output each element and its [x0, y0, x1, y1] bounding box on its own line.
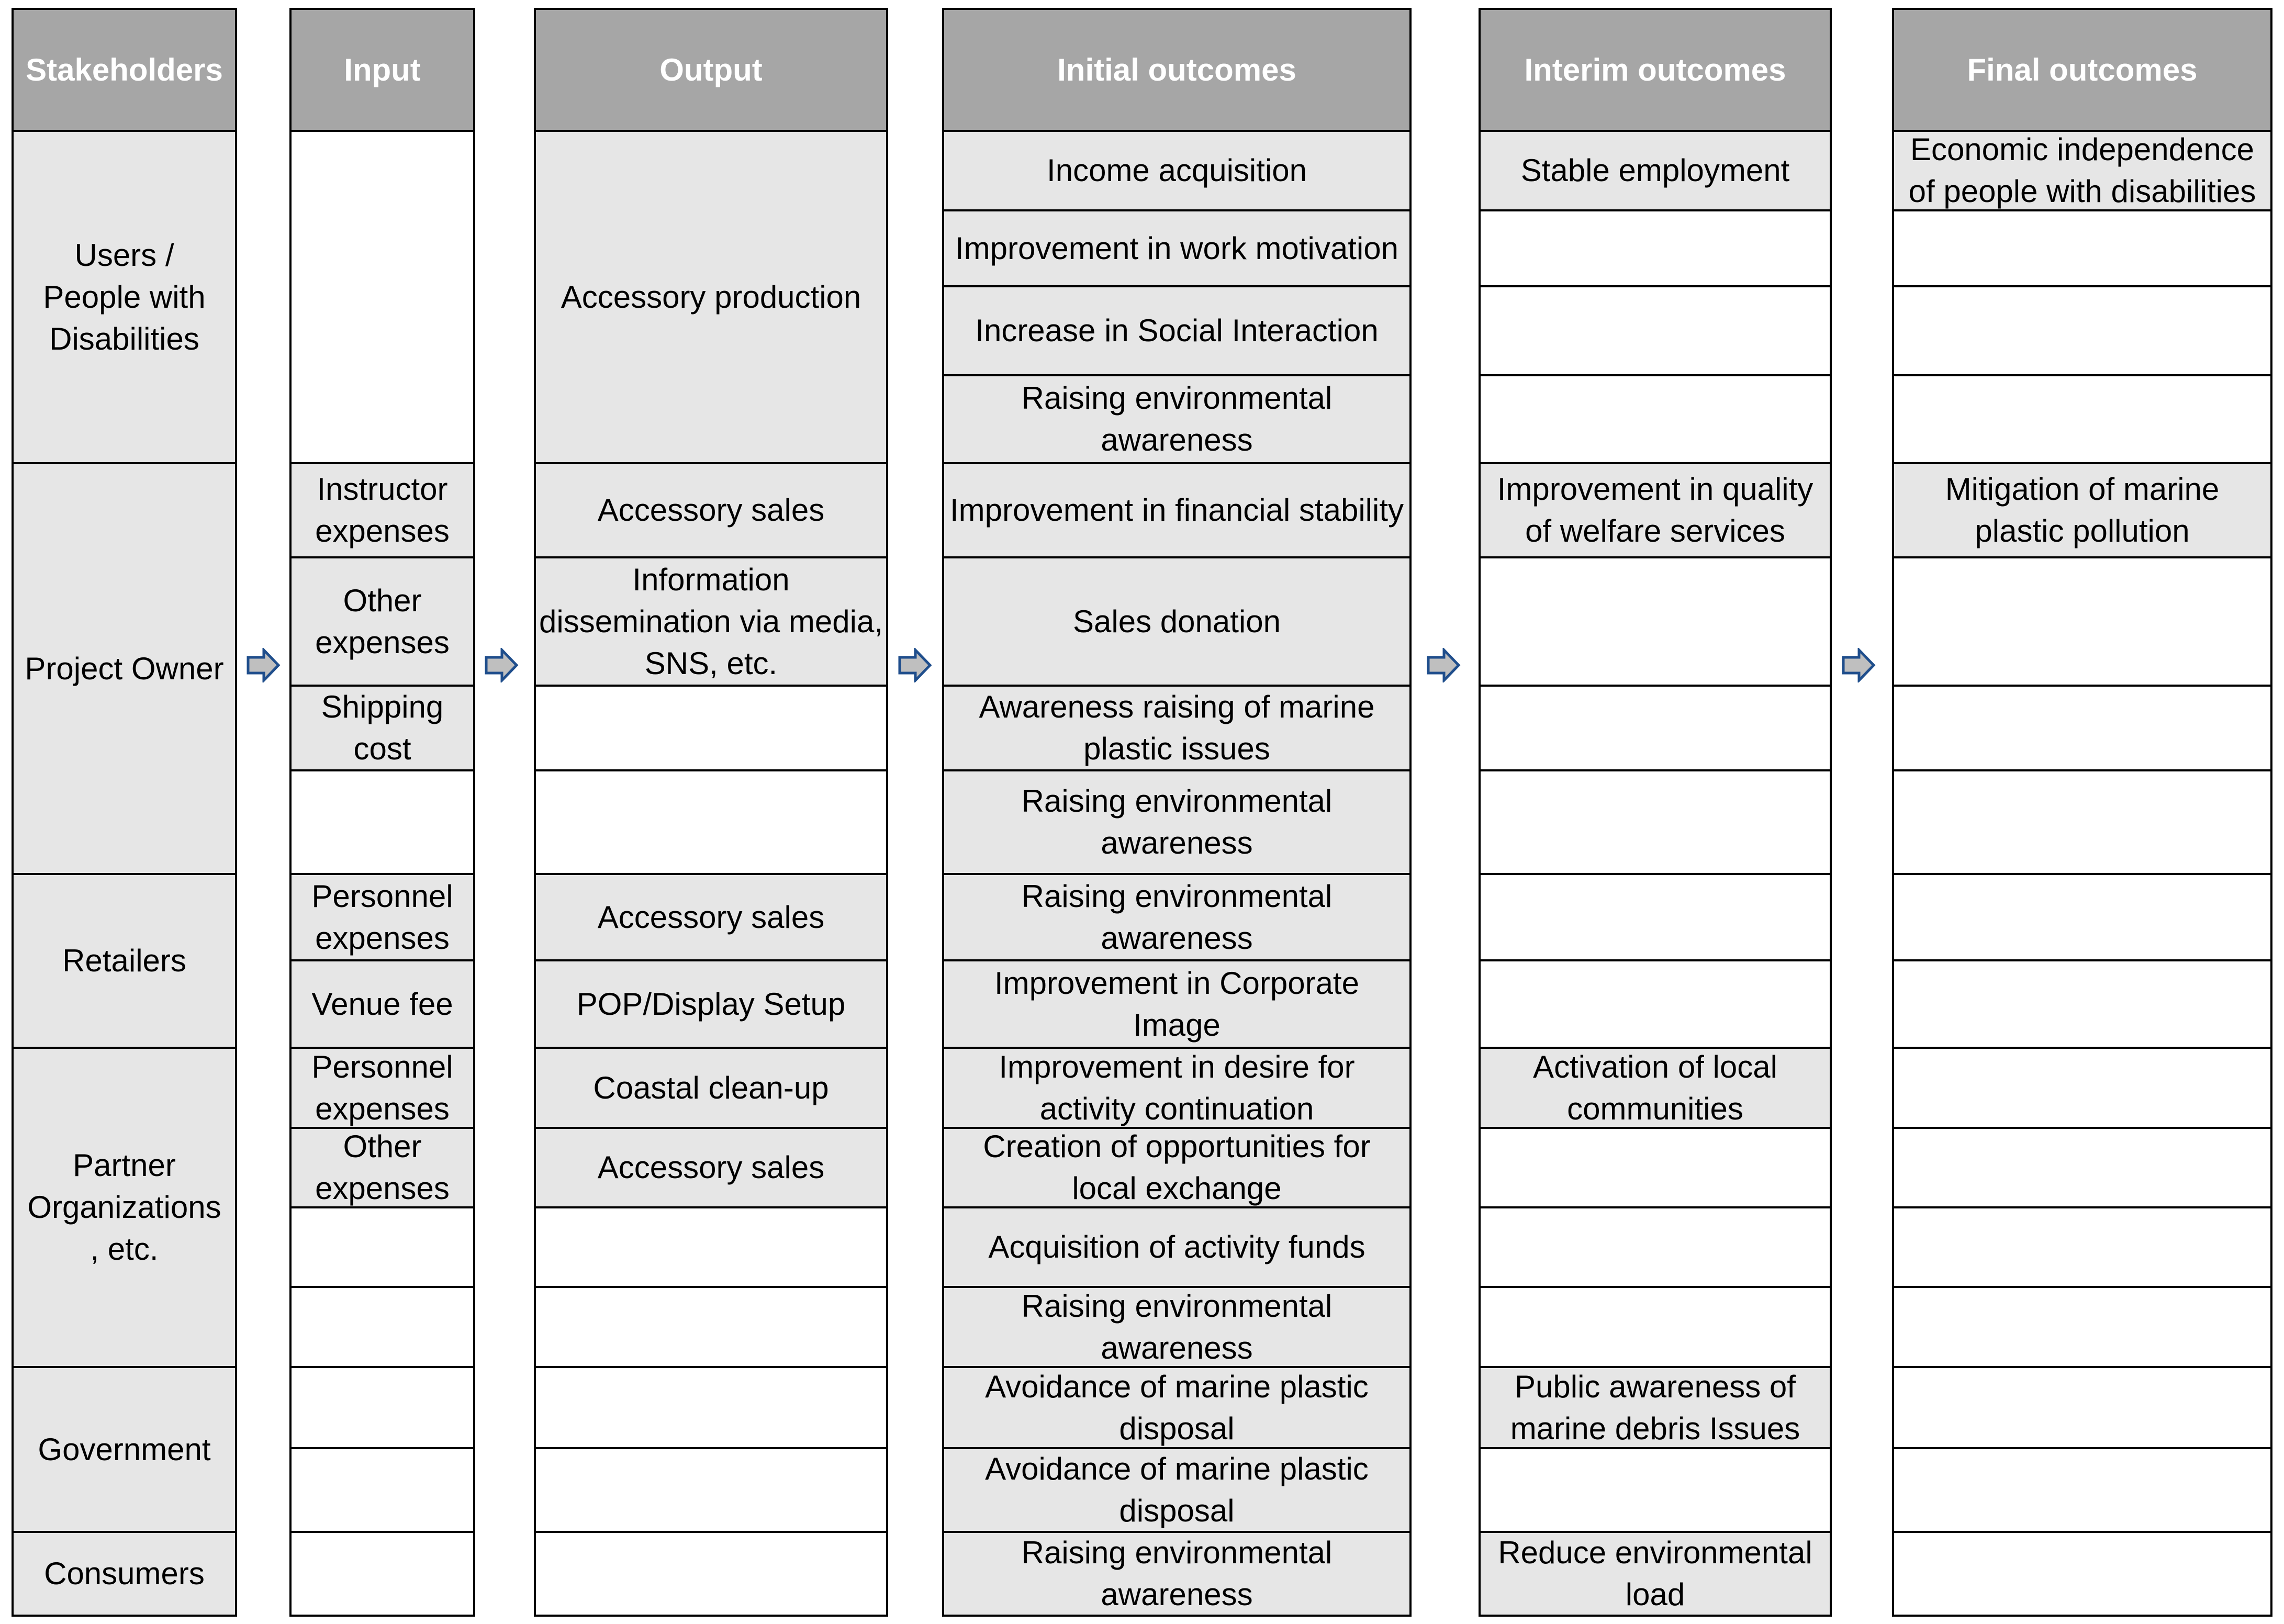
final-cell: [1892, 1206, 2272, 1288]
interim-cell: [1479, 1447, 1832, 1533]
initial-cell: Improvement in Corporate Image: [942, 959, 1412, 1049]
header-output: Output: [534, 8, 888, 132]
interim-cell: Improvement in quality of welfare services: [1479, 462, 1832, 558]
header-interim: Interim outcomes: [1479, 8, 1832, 132]
output-cell: [534, 1366, 888, 1449]
header-final: Final outcomes: [1892, 8, 2272, 132]
interim-cell: Reduce environmental load: [1479, 1531, 1832, 1617]
final-cell: [1892, 285, 2272, 376]
final-cell: [1892, 209, 2272, 287]
initial-cell: Income acquisition: [942, 130, 1412, 211]
initial-cell: Raising environmental awareness: [942, 769, 1412, 875]
interim-cell: [1479, 1127, 1832, 1208]
final-cell: [1892, 1531, 2272, 1617]
right-arrow-icon: [1426, 648, 1461, 682]
input-cell: Venue fee: [289, 959, 475, 1049]
interim-cell: [1479, 685, 1832, 771]
final-cell: [1892, 1286, 2272, 1368]
interim-cell: [1479, 374, 1832, 464]
initial-cell: Raising environmental awareness: [942, 374, 1412, 464]
header-stakeholders: Stakeholders: [12, 8, 237, 132]
stakeholder-cell: Partner Organizations , etc.: [12, 1047, 237, 1368]
input-cell: Personnel expenses: [289, 1047, 475, 1129]
input-cell: Other expenses: [289, 1127, 475, 1208]
interim-cell: Activation of local communities: [1479, 1047, 1832, 1129]
input-cell: [289, 1366, 475, 1449]
output-cell: Accessory production: [534, 130, 888, 464]
input-cell: [289, 130, 475, 464]
input-cell: [289, 1206, 475, 1288]
input-cell: Instructor expenses: [289, 462, 475, 558]
initial-cell: Improvement in desire for activity continuation: [942, 1047, 1412, 1129]
initial-cell: Avoidance of marine plastic disposal: [942, 1366, 1412, 1449]
output-cell: [534, 1206, 888, 1288]
interim-cell: [1479, 769, 1832, 875]
output-cell: [534, 769, 888, 875]
initial-cell: Creation of opportunities for local exchange: [942, 1127, 1412, 1208]
output-cell: Accessory sales: [534, 873, 888, 961]
output-cell: Accessory sales: [534, 462, 888, 558]
initial-cell: Acquisition of activity funds: [942, 1206, 1412, 1288]
output-cell: POP/Display Setup: [534, 959, 888, 1049]
stakeholder-cell: Retailers: [12, 873, 237, 1049]
stakeholder-cell: Government: [12, 1366, 237, 1533]
header-initial: Initial outcomes: [942, 8, 1412, 132]
interim-cell: [1479, 959, 1832, 1049]
output-cell: Accessory sales: [534, 1127, 888, 1208]
input-cell: [289, 1531, 475, 1617]
input-cell: Shipping cost: [289, 685, 475, 771]
right-arrow-icon: [1841, 648, 1876, 682]
final-cell: [1892, 1447, 2272, 1533]
final-cell: [1892, 1127, 2272, 1208]
right-arrow-icon: [246, 648, 281, 682]
final-cell: [1892, 1047, 2272, 1129]
output-cell: [534, 1531, 888, 1617]
initial-cell: Improvement in work motivation: [942, 209, 1412, 287]
output-cell: Coastal clean-up: [534, 1047, 888, 1129]
final-cell: [1892, 959, 2272, 1049]
input-cell: Personnel expenses: [289, 873, 475, 961]
initial-cell: Raising environmental awareness: [942, 873, 1412, 961]
interim-cell: [1479, 556, 1832, 687]
final-cell: [1892, 374, 2272, 464]
stakeholder-cell: Consumers: [12, 1531, 237, 1617]
output-cell: Information dissemination via media, SNS, etc.: [534, 556, 888, 687]
interim-cell: Public awareness of marine debris Issues: [1479, 1366, 1832, 1449]
input-cell: [289, 1447, 475, 1533]
initial-cell: Increase in Social Interaction: [942, 285, 1412, 376]
interim-cell: Stable employment: [1479, 130, 1832, 211]
header-input: Input: [289, 8, 475, 132]
initial-cell: Improvement in financial stability: [942, 462, 1412, 558]
input-cell: [289, 769, 475, 875]
initial-cell: Sales donation: [942, 556, 1412, 687]
stakeholder-cell: Users / People with Disabilities: [12, 130, 237, 464]
output-cell: [534, 1286, 888, 1368]
initial-cell: Raising environmental awareness: [942, 1286, 1412, 1368]
interim-cell: [1479, 285, 1832, 376]
final-cell: [1892, 769, 2272, 875]
initial-cell: Raising environmental awareness: [942, 1531, 1412, 1617]
output-cell: [534, 1447, 888, 1533]
initial-cell: Avoidance of marine plastic disposal: [942, 1447, 1412, 1533]
input-cell: [289, 1286, 475, 1368]
right-arrow-icon: [898, 648, 932, 682]
final-cell: Mitigation of marine plastic pollution: [1892, 462, 2272, 558]
right-arrow-icon: [484, 648, 519, 682]
final-cell: [1892, 685, 2272, 771]
interim-cell: [1479, 1206, 1832, 1288]
final-cell: [1892, 1366, 2272, 1449]
final-cell: [1892, 556, 2272, 687]
interim-cell: [1479, 1286, 1832, 1368]
final-cell: [1892, 873, 2272, 961]
interim-cell: [1479, 209, 1832, 287]
initial-cell: Awareness raising of marine plastic issues: [942, 685, 1412, 771]
stakeholder-cell: Project Owner: [12, 462, 237, 875]
input-cell: Other expenses: [289, 556, 475, 687]
final-cell: Economic independence of people with disabilities: [1892, 130, 2272, 211]
output-cell: [534, 685, 888, 771]
interim-cell: [1479, 873, 1832, 961]
